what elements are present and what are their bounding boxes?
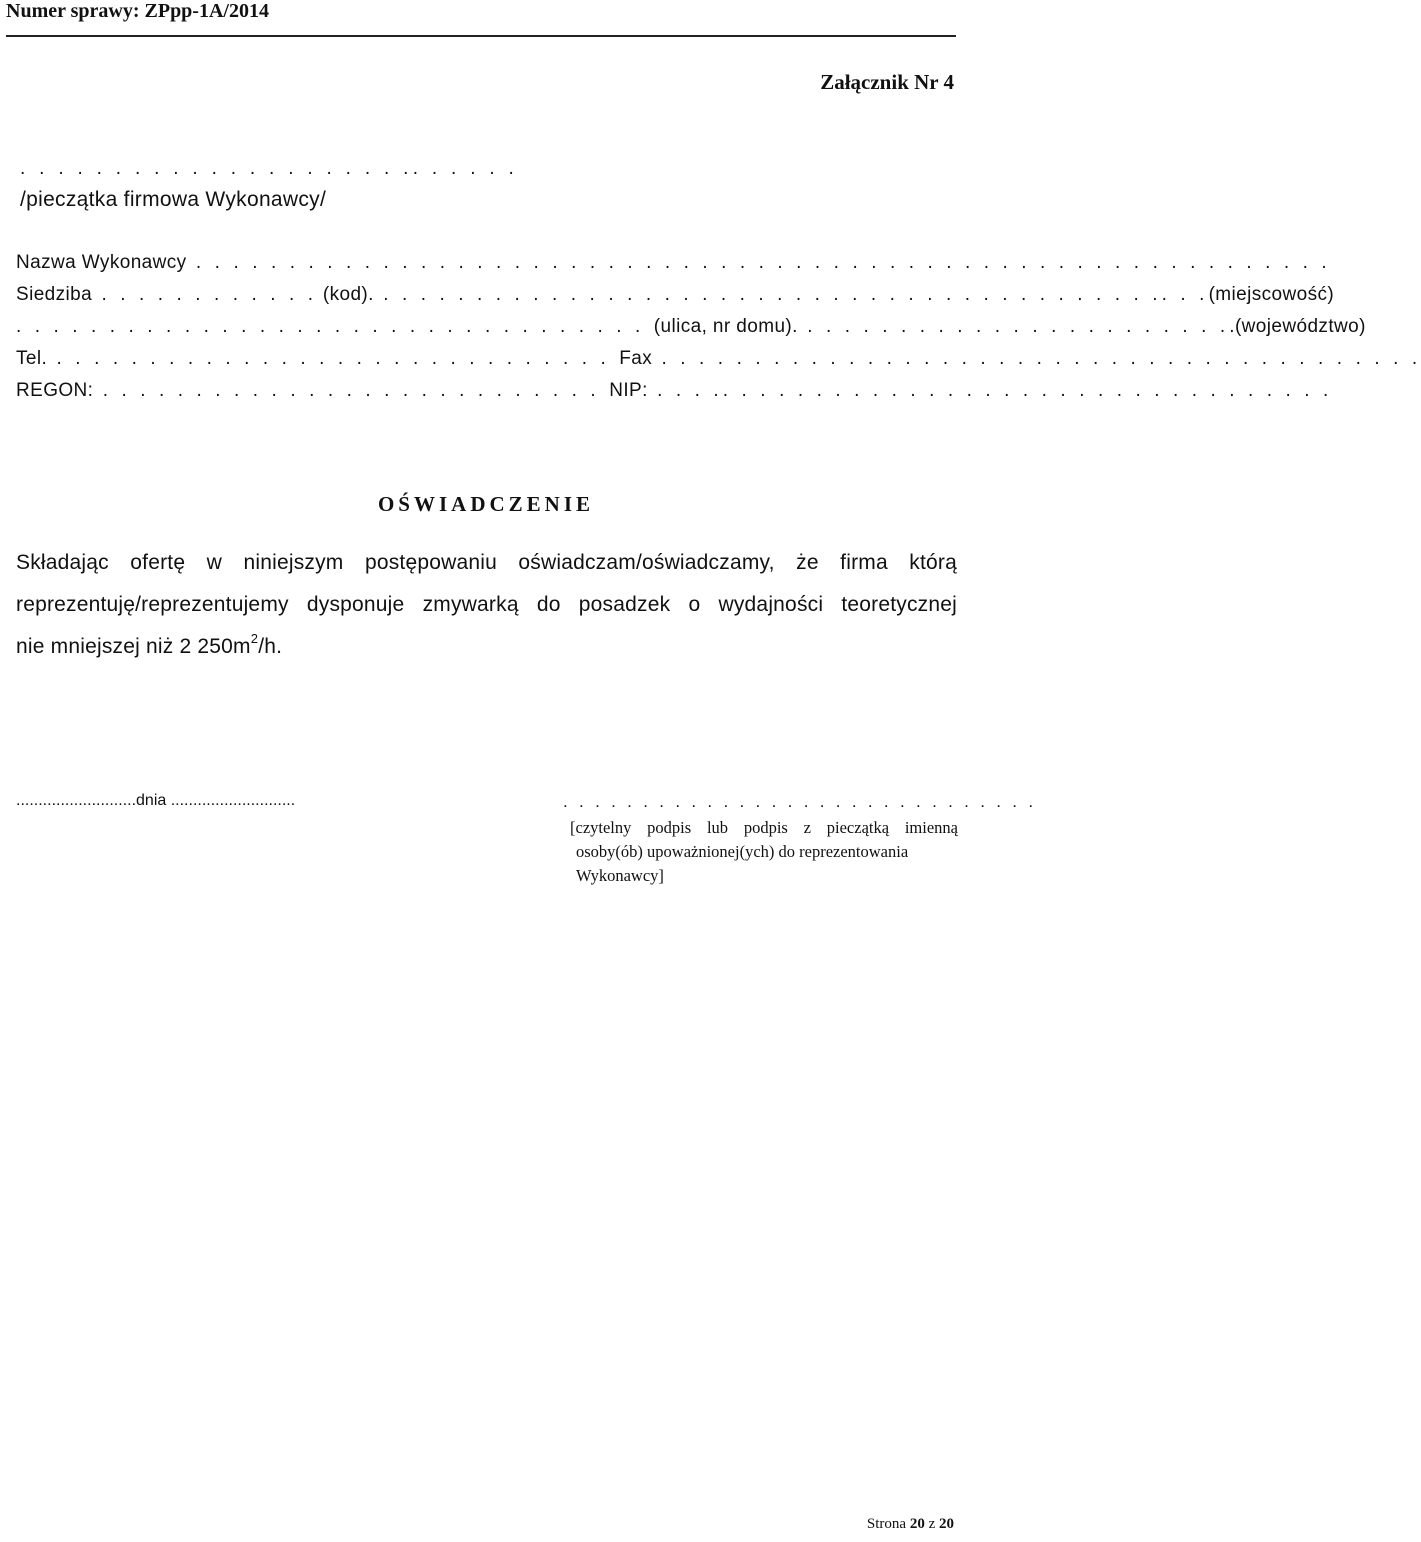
page-separator: z <box>924 1516 939 1532</box>
tel-label: Tel. <box>16 348 48 369</box>
attachment-number: Załącznik Nr 4 <box>820 70 954 94</box>
postcode-label: (kod). <box>317 284 374 305</box>
signature-caption-line-2: osoby(ób) upoważnionej(ych) do reprezentowania <box>576 842 909 861</box>
signature-caption-line-3: Wykonawcy] <box>576 866 664 885</box>
seat-label: Siedziba <box>16 284 93 305</box>
street-dots-2: . . . . . . . . . . . . . . . . . . . . . . . <box>797 316 1230 337</box>
city-label: (miejscowość) <box>1208 284 1335 305</box>
contractor-name-dots: . . . . . . . . . . . . . . . . . . . . . . . . . . . . . . . . . . . . . . . . . . . . . . . . . . . . . . . . . . . . . <box>186 252 1331 273</box>
signature-caption <box>570 816 958 888</box>
contractor-name-field <box>16 252 1331 274</box>
signature-caption-line-1: [czytelny podpis lub podpis z pieczątką imienną <box>570 818 958 837</box>
declaration-title: OŚWIADCZENIE <box>377 492 595 516</box>
street-field <box>16 316 1366 338</box>
date-placeholder: ...........................dnia ............................ <box>16 792 296 809</box>
page-total: 20 <box>939 1516 954 1532</box>
regon-dots: . . . . . . . . . . . . . . . . . . . . . . . . . . . <box>93 380 610 401</box>
region-label: .(województwo) <box>1229 316 1366 337</box>
stamp-label: /pieczątka firmowa Wykonawcy/ <box>20 188 327 211</box>
seat-dots-1: . . . . . . . . . . . . <box>92 284 318 305</box>
phone-fax-field <box>16 348 1421 370</box>
header-divider <box>6 35 956 37</box>
regon-label: REGON: <box>16 380 94 401</box>
declaration-line-2: reprezentuję/reprezentujemy dysponuje zmywarką do posadzek o wydajności teoretycznej <box>16 593 957 616</box>
declaration-line-3-unit: /h. <box>258 635 283 658</box>
page-current: 20 <box>909 1516 925 1532</box>
tel-dots: . . . . . . . . . . . . . . . . . . . . . . . . . . . . . . <box>47 348 620 369</box>
page-prefix: Strona <box>866 1516 910 1532</box>
fax-label: Fax <box>619 348 653 369</box>
street-label: (ulica, nr domu). <box>653 316 798 337</box>
declaration-body <box>16 542 957 668</box>
signature-placeholder: . . . . . . . . . . . . . . . . . . . . . . . . . . . . . . <box>563 792 1037 811</box>
nip-dots: . . . .. . . . . . . . . . . . . . . . . . . . . . . . . . . . . . . . . <box>647 380 1333 401</box>
fax-dots: . . . . . . . . . . . . . . . . . . . . . . . . . . . . . . . . . . . . . . . . . <box>652 348 1421 369</box>
contractor-name-label: Nazwa Wykonawcy <box>16 252 187 273</box>
declaration-line-1: Składając ofertę w niniejszym postępowaniu oświadczam/oświadczamy, że firma którą <box>16 551 957 574</box>
regon-nip-field <box>16 380 1332 402</box>
seat-field <box>16 284 1334 306</box>
superscript-exponent: 2 <box>250 631 259 646</box>
seat-dots-2: . . . . . . . . . . . . . . . . . . . . . . . . . . . . . . . . . . . . . . . . . .. . . <box>373 284 1209 305</box>
nip-label: NIP: <box>609 380 648 401</box>
declaration-line-3 <box>16 626 957 668</box>
stamp-placeholder: . . . . . . . . . . . . . . . . . . . . .. . . . . . <box>20 158 519 179</box>
street-dots-1: . . . . . . . . . . . . . . . . . . . . . . . . . . . . . . . . . . <box>16 316 654 337</box>
case-number: Numer sprawy: ZPpp-1A/2014 <box>6 0 269 22</box>
page-number <box>867 1516 954 1533</box>
declaration-line-3-text: nie mniejszej niż 2 250m <box>16 635 251 658</box>
